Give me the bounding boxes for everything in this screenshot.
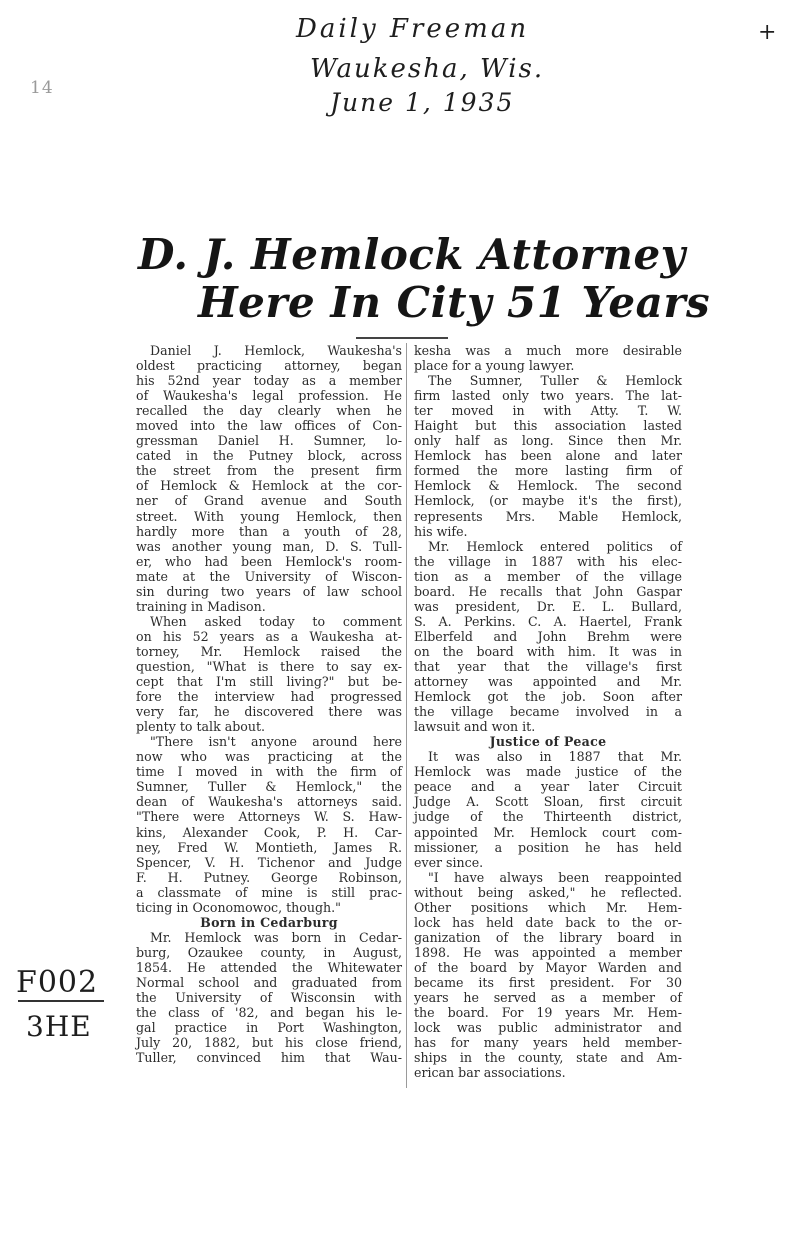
article-text-line: ganization of the library board in	[414, 929, 682, 945]
article-text-line: time I moved in with the firm of	[136, 764, 402, 780]
article-text-line: that year that the village's first	[414, 658, 682, 674]
article-text-line: became its first president. For 30	[414, 974, 682, 990]
article-text-line: Sumner, Tuller & Hemlock," the	[136, 779, 402, 795]
article-text-line: firm lasted only two years. The lat-	[414, 388, 682, 404]
article-text-line: torney, Mr. Hemlock raised the	[136, 643, 402, 659]
article-text-line: "There isn't anyone around here	[150, 734, 402, 750]
article-text-line: Mr. Hemlock entered politics of	[428, 538, 682, 554]
article-text-line: was president, Dr. E. L. Bullard,	[414, 598, 682, 614]
headline-rule	[356, 337, 448, 339]
article-text-line: the board. For 19 years Mr. Hem-	[414, 1005, 682, 1021]
article-text-line: The Sumner, Tuller & Hemlock	[428, 373, 682, 389]
article-text-line: tion as a member of the village	[414, 568, 682, 584]
article-text-line: recalled the day clearly when he	[136, 403, 402, 419]
article-text-line: kins, Alexander Cook, P. H. Car-	[136, 824, 402, 840]
article-text-line: appointed Mr. Hemlock court com-	[414, 824, 682, 840]
handwritten-publication-name: Daily Freeman	[296, 14, 530, 44]
article-text-line: July 20, 1882, but his close friend,	[136, 1035, 402, 1051]
article-text-line: the University of Wisconsin with	[136, 990, 402, 1006]
handwritten-filing-code-2: 3HE	[26, 1010, 92, 1043]
filing-code-underline	[18, 1000, 104, 1002]
corner-plus-mark: +	[758, 20, 778, 45]
article-text-line: Elberfeld and John Brehm were	[414, 628, 682, 644]
article-text-line: hardly more than a youth of 28,	[136, 523, 402, 539]
article-column-1	[136, 343, 402, 1065]
article-text-line: gressman Daniel H. Sumner, lo-	[136, 433, 402, 449]
article-text-line: ships in the county, state and Am-	[414, 1050, 682, 1066]
article-text-line: 1854. He attended the Whitewater	[136, 959, 402, 975]
article-text-line: lawsuit and won it.	[414, 719, 536, 735]
article-text-line: moved into the law offices of Con-	[136, 418, 402, 434]
article-text-line: S. A. Perkins. C. A. Haertel, Frank	[414, 613, 682, 629]
article-text-line: Spencer, V. H. Tichenor and Judge	[136, 854, 402, 870]
article-column-2	[414, 343, 682, 1080]
column-divider	[406, 343, 407, 1088]
article-text-line: the class of '82, and began his le-	[136, 1005, 402, 1021]
article-text-line: dean of Waukesha's attorneys said.	[136, 794, 402, 810]
article-text-line: Haight but this association lasted	[414, 418, 682, 434]
article-text-line: his 52nd year today as a member	[136, 373, 402, 389]
article-text-line: only half as long. Since then Mr.	[414, 433, 682, 449]
article-text-line: F. H. Putney. George Robinson,	[136, 869, 402, 885]
article-text-line: judge of the Thirteenth district,	[414, 809, 682, 825]
handwritten-filing-code-1: F002	[16, 965, 99, 1000]
article-text-line: on his 52 years as a Waukesha at-	[136, 628, 402, 644]
article-text-line: cated in the Putney block, across	[136, 448, 402, 464]
article-text-line: mate at the University of Wiscon-	[136, 568, 402, 584]
article-text-line: has for many years held member-	[414, 1035, 682, 1051]
article-text-line: plenty to talk about.	[136, 719, 266, 735]
article-text-line: When asked today to comment	[150, 613, 402, 629]
article-text-line: without being asked," he reflected.	[414, 884, 682, 900]
article-text-line: Normal school and graduated from	[136, 974, 402, 990]
article-text-line: Daniel J. Hemlock, Waukesha's	[150, 343, 402, 358]
article-text-line: of Waukesha's legal profession. He	[136, 388, 402, 404]
article-text-line: the street from the present firm	[136, 463, 402, 479]
article-text-line: Hemlock & Hemlock. The second	[414, 478, 682, 494]
article-text-line: Judge A. Scott Sloan, first circuit	[414, 794, 682, 810]
article-text-line: cept that I'm still living?" but be-	[136, 674, 402, 690]
article-text-line: street. With young Hemlock, then	[136, 508, 402, 524]
section-subheading: Justice of Peace	[489, 734, 607, 750]
article-text-line: ever since.	[414, 854, 484, 870]
article-text-line: burg, Ozaukee county, in August,	[136, 944, 402, 960]
article-text-line: represents Mrs. Mable Hemlock,	[414, 508, 682, 524]
article-text-line: now who was practicing at the	[136, 749, 402, 765]
article-text-line: missioner, a position he has held	[414, 839, 682, 855]
article-text-line: Hemlock got the job. Soon after	[414, 689, 682, 705]
article-text-line: question, "What is there to say ex-	[136, 658, 402, 674]
headline-line-1: D. J. Hemlock Attorney	[138, 230, 686, 279]
article-text-line: ticing in Oconomowoc, though."	[136, 899, 341, 915]
article-text-line: kesha was a much more desirable	[414, 343, 682, 358]
article-text-line: very far, he discovered there was	[136, 704, 402, 720]
article-text-line: training in Madison.	[136, 598, 266, 614]
article-text-line: erican bar associations.	[414, 1065, 566, 1081]
article-text-line: of the board by Mayor Warden and	[414, 959, 682, 975]
article-text-line: er, who had been Hemlock's room-	[136, 553, 402, 569]
article-text-line: It was also in 1887 that Mr.	[428, 749, 682, 765]
article-text-line: was another young man, D. S. Tull-	[136, 538, 402, 554]
article-text-line: place for a young lawyer.	[414, 358, 575, 374]
article-text-line: Tuller, convinced him that Wau-	[136, 1050, 402, 1066]
article-text-line: oldest practicing attorney, began	[136, 358, 402, 374]
article-text-line: Hemlock has been alone and later	[414, 448, 682, 464]
article-text-line: his wife.	[414, 523, 468, 539]
section-subheading: Born in Cedarburg	[200, 914, 338, 930]
handwritten-place: Waukesha, Wis.	[310, 54, 545, 84]
article-text-line: ney, Fred W. Montieth, James R.	[136, 839, 402, 855]
article-text-line: Hemlock, (or maybe it's the first),	[414, 493, 682, 509]
article-text-line: years he served as a member of	[414, 990, 682, 1006]
article-text-line: a classmate of mine is still prac-	[136, 884, 402, 900]
article-text-line: sin during two years of law school	[136, 583, 402, 599]
article-text-line: Hemlock was made justice of the	[414, 764, 682, 780]
article-text-line: Other positions which Mr. Hem-	[414, 899, 682, 915]
article-text-line: board. He recalls that John Gaspar	[414, 583, 682, 599]
article-text-line: lock was public administrator and	[414, 1020, 682, 1036]
article-text-line: gal practice in Port Washington,	[136, 1020, 402, 1036]
article-text-line: ter moved in with Atty. T. W.	[414, 403, 682, 419]
article-text-line: ner of Grand avenue and South	[136, 493, 402, 509]
article-text-line: Mr. Hemlock was born in Cedar-	[150, 929, 402, 945]
article-text-line: peace and a year later Circuit	[414, 779, 682, 795]
article-text-line: "There were Attorneys W. S. Haw-	[136, 809, 402, 825]
page-number-mark: 14	[30, 78, 54, 98]
handwritten-date: June 1, 1935	[330, 88, 515, 117]
article-text-line: on the board with him. It was in	[414, 643, 682, 659]
article-text-line: 1898. He was appointed a member	[414, 944, 682, 960]
article-text-line: formed the more lasting firm of	[414, 463, 682, 479]
article-text-line: attorney was appointed and Mr.	[414, 674, 682, 690]
article-text-line: the village became involved in a	[414, 704, 682, 720]
headline-line-2: Here In City 51 Years	[198, 278, 711, 327]
article-text-line: lock has held date back to the or-	[414, 914, 682, 930]
article-text-line: of Hemlock & Hemlock at the cor-	[136, 478, 402, 494]
article-text-line: "I have always been reappointed	[428, 869, 682, 885]
article-text-line: the village in 1887 with his elec-	[414, 553, 682, 569]
article-text-line: fore the interview had progressed	[136, 689, 402, 705]
